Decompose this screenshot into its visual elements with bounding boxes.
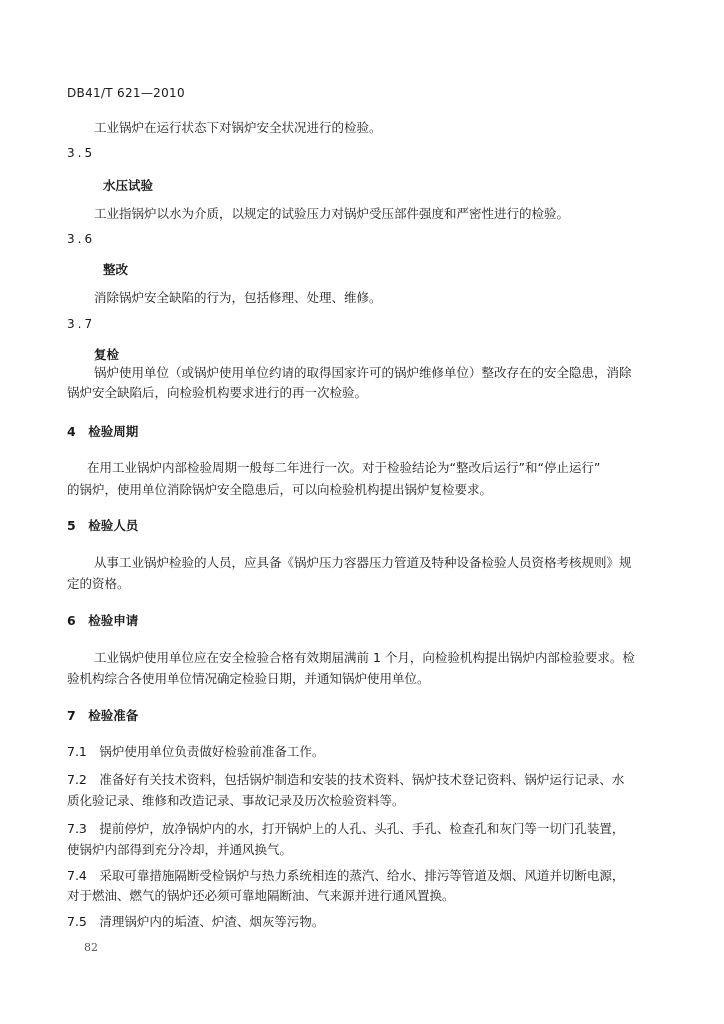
section-title-7: 7 检验准备: [67, 708, 139, 723]
clause-7-4-line1: 7.4 采取可靠措施隔断受检锅炉与热力系统相连的蒸汽、给水、排污等管道及烟、风道并切断电源，: [67, 868, 625, 883]
definition-3-4-text: 工业锅炉在运行状态下对锅炉安全状况进行的检验。: [94, 120, 382, 135]
page-number: 82: [84, 941, 98, 954]
clause-7-3-line2: 使锅炉内部得到充分冷却，并通风换气。: [67, 842, 293, 857]
section-6-line1: 工业锅炉使用单位应在安全检验合格有效期届满前 1 个月，向检验机构提出锅炉内部检验要求。检: [94, 650, 635, 665]
clause-7-1: 7.1 锅炉使用单位负责做好检验前准备工作。: [67, 744, 325, 759]
section-5-line2: 定的资格。: [67, 576, 130, 591]
section-4-line2: 的锅炉，使用单位消除锅炉安全隐患后，可以向检验机构提出锅炉复检要求。: [67, 482, 493, 497]
section-5-line1: 从事工业锅炉检验的人员，应具备《锅炉压力容器压力管道及特种设备检验人员资格考核规则》规: [94, 555, 632, 570]
section-6-line2: 验机构综合各使用单位情况确定检验日期，并通知锅炉使用单位。: [67, 671, 430, 686]
section-title-6: 6 检验申请: [67, 613, 139, 628]
clause-7-5: 7.5 清理锅炉内的垢渣、炉渣、烟灰等污物。: [67, 914, 325, 929]
document-header-id: DB41/T 621—2010: [67, 86, 185, 100]
clause-7-2-line2: 质化验记录、维修和改造记录、事故记录及历次检验资料等。: [67, 793, 405, 808]
clause-7-3-line1: 7.3 提前停炉，放净锅炉内的水，打开锅炉上的人孔、头孔、手孔、检查孔和灰门等一切门孔装置，: [67, 821, 625, 836]
definition-3-7-line1: 锅炉使用单位（或锅炉使用单位约请的取得国家许可的锅炉维修单位）整改存在的安全隐患，消除: [94, 365, 632, 380]
clause-number-3-7: 3.7: [67, 317, 96, 331]
definition-3-7-line2: 锅炉安全缺陷后，向检验机构要求进行的再一次检验。: [67, 385, 368, 400]
clause-7-2-line1: 7.2 准备好有关技术资料，包括锅炉制造和安装的技术资料、锅炉技术登记资料、锅炉运行记录、水: [67, 772, 625, 787]
section-4-line1: 在用工业锅炉内部检验周期一般每二年进行一次。对于检验结论为“整改后运行”和“停止运行”: [87, 460, 601, 475]
term-hydrostatic-test: 水压试验: [103, 178, 154, 193]
definition-3-6-text: 消除锅炉安全缺陷的行为，包括修理、处理、维修。: [94, 290, 382, 305]
term-reinspection: 复检: [94, 347, 120, 362]
clause-number-3-5: 3.5: [67, 146, 96, 160]
section-title-5: 5 检验人员: [67, 518, 139, 533]
clause-7-4-line2: 对于燃油、燃气的锅炉还必须可靠地隔断油、气来源并进行通风置换。: [67, 888, 455, 903]
section-title-4: 4 检验周期: [67, 424, 139, 439]
clause-number-3-6: 3.6: [67, 232, 96, 246]
term-rectification: 整改: [103, 262, 129, 277]
definition-3-5-text: 工业指锅炉以水为介质，以规定的试验压力对锅炉受压部件强度和严密性进行的检验。: [94, 206, 570, 221]
